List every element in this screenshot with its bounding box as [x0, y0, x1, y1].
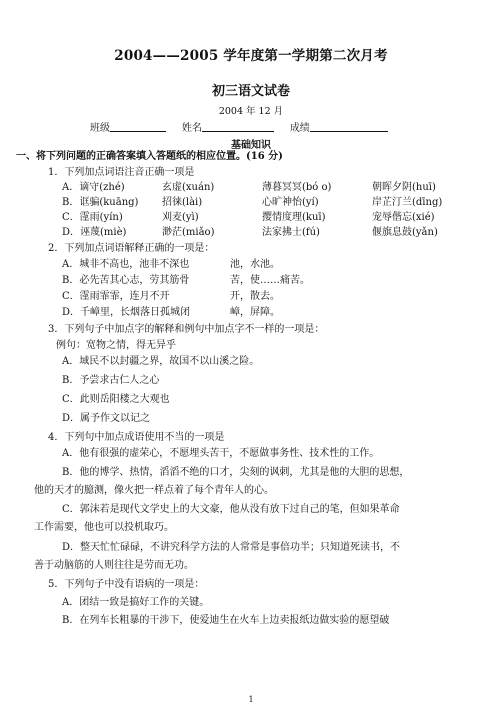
q1-b-3: 心旷神怡(yí) [262, 197, 319, 208]
q1-stem: 1．下列加点词语注音正确一项是 [48, 167, 195, 178]
q1-c-2: 刈麦(yì) [162, 212, 199, 223]
student-info-line [90, 119, 388, 134]
q2-c-sentence: C．霪雨霏霏，连月不开 [62, 291, 170, 302]
score-label: 成绩 [289, 123, 310, 134]
q4-option-b: B．他的博学、热情，滔滔不绝的口才，尖刻的讽刺，尤其是他的大胆的思想， [62, 467, 410, 478]
q1-c-4: 宠辱偕忘(xié) [372, 212, 435, 223]
class-blank [110, 121, 166, 132]
exam-title: 2004——2005 学年度第一学期第二次月考 [114, 48, 388, 64]
q1-a-4: 朝晖夕阴(huī) [372, 182, 436, 193]
q1-d-3: 法家拂士(fú) [262, 227, 320, 238]
q3-option-b: B．予尝求古仁人之心 [62, 375, 160, 386]
name-label: 姓名 [181, 123, 202, 134]
q4-option-b-cont: 他的天才的臆测，像火把一样点着了每个青年人的心。 [34, 485, 274, 496]
q1-c-1: C．霪雨(yín) [62, 212, 123, 223]
q4-option-d-cont: 善于动脑筋的人则往往是劳而无功。 [34, 560, 194, 571]
q1-a-2: 玄虚(xuán) [162, 182, 215, 193]
q2-b-meaning: 苦，使……痛苦。 [230, 275, 310, 286]
q5-option-a: A．团结一致是搞好工作的关键。 [62, 597, 210, 608]
q2-b-sentence: B．必先苦其心志，劳其筋骨 [62, 275, 190, 286]
q1-a-1: A．谪守(zhé) [62, 182, 125, 193]
q1-b-4: 岸芷汀兰(dīng) [372, 197, 443, 208]
q5-option-b: B．在列车长粗暴的干涉下，使爱迪生在火车上边卖报纸边做实验的愿望破 [62, 615, 390, 626]
q2-option-b [62, 274, 462, 288]
exam-subtitle: 初三语文试卷 [211, 84, 290, 99]
q1-d-1: D．诬蔑(miè) [62, 227, 127, 238]
q2-d-sentence: D．千嶂里，长烟落日孤城闭 [62, 307, 191, 318]
q1-a-3: 薄暮冥冥(bó o) [262, 182, 332, 193]
q2-d-meaning: 嶂，屏障。 [230, 307, 280, 318]
q2-a-meaning: 池，水池。 [230, 259, 280, 270]
q4-stem: 4．下列句中加点成语使用不当的一项是 [48, 432, 225, 443]
q1-b-2: 招徕(lài) [162, 197, 203, 208]
q1-d-2: 渺茫(miǎo) [162, 227, 215, 238]
q2-stem: 2．下列加点词语解释正确的一项是： [48, 243, 215, 254]
q3-option-d: D．属予作文以记之 [62, 413, 151, 424]
q1-row-d [62, 226, 492, 240]
q5-stem: 5．下列句子中没有语病的一项是： [48, 579, 205, 590]
q3-option-a: A．域民不以封疆之界，故国不以山溪之险。 [62, 356, 260, 367]
class-label: 班级 [90, 123, 110, 134]
q4-option-c-cont: 工作需要，他也可以投机取巧。 [34, 522, 174, 533]
q3-option-c: C．此则岳阳楼之大观也 [62, 394, 170, 405]
exam-date: 2004 年 12 月 [218, 106, 284, 117]
q3-example: 例句：宽物之情，得无异乎 [56, 340, 176, 351]
q1-b-1: B．诓骗(kuāng) [62, 197, 139, 208]
name-blank [202, 121, 274, 132]
page-number: 1 [248, 695, 254, 704]
part1-heading: 一、将下列问题的正确答案填入答题纸的相应位置。(16 分) [16, 151, 283, 162]
q2-a-sentence: A．城非不高也，池非不深也 [62, 259, 190, 270]
section-title: 基础知识 [231, 140, 271, 151]
q3-stem: 3．下列句子中加点字的解释和例句中加点字不一样的一项是： [48, 324, 325, 335]
q4-option-d: D．整天忙忙碌碌，不讲究科学方法的人常常是事倍功半；只知道死读书，不 [62, 542, 401, 553]
q2-option-c [62, 290, 462, 304]
q2-c-meaning: 开，散去。 [230, 291, 280, 302]
q4-option-a: A．他有很强的虚荣心，不愿埋头苦干，不愿做事务性、技术性的工作。 [62, 448, 380, 459]
score-blank [310, 121, 388, 132]
q1-row-a [62, 181, 492, 195]
q2-option-d [62, 306, 462, 320]
q1-c-3: 撄情度理(kuī) [262, 212, 326, 223]
q1-d-4: 偃旗息鼓(yǎn) [372, 227, 438, 238]
q2-option-a [62, 258, 462, 272]
q1-row-c [62, 211, 492, 225]
q4-option-c: C．郭沫若是现代文学史上的大文豪，他从没有放下过自己的笔，但如果革命 [62, 504, 400, 515]
q1-row-b [62, 196, 492, 210]
